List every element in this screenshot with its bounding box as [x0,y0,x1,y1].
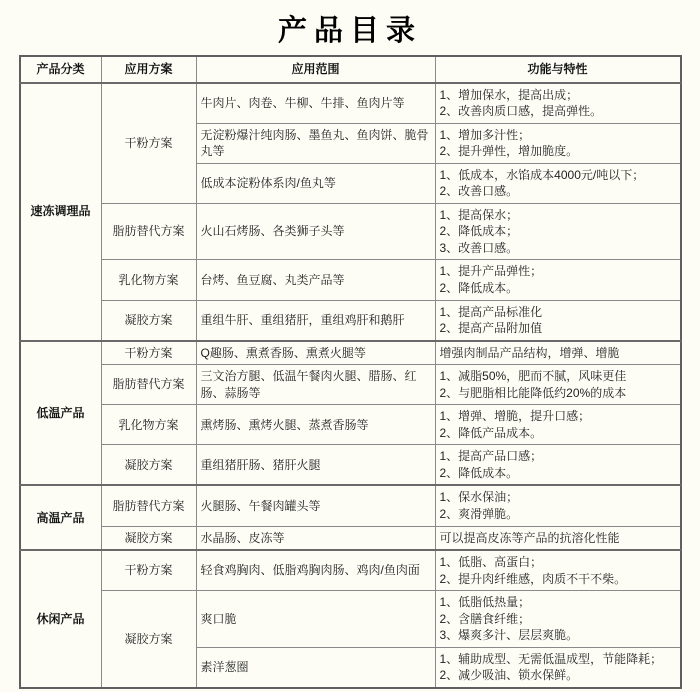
feature-line: 2、减少吸油、锁水保鲜。 [439,668,579,683]
header-plan: 应用方案 [101,56,196,83]
feature-line: 1、低脂低热量； [439,595,531,610]
feature-line: 2、提高产品附加值 [439,321,543,336]
header-scope: 应用范围 [196,56,435,83]
features-cell [435,83,681,124]
category-cell: 速冻调理品 [20,83,102,341]
feature-line: 2、降低产品成本。 [439,425,543,440]
plan-cell: 干粉方案 [101,550,196,591]
feature-line: 3、改善口感。 [439,240,519,255]
plan-cell: 凝胶方案 [101,445,196,486]
features-cell [435,550,681,591]
features-cell [435,203,681,260]
table-row [20,591,681,648]
table-row [20,365,681,405]
table-row [20,405,681,445]
features-cell [435,163,681,203]
table-row [20,550,681,591]
features-cell [435,405,681,445]
table-row [20,83,681,124]
feature-line: 2、与肥脂相比能降低约20%的成本 [439,385,627,400]
plan-cell: 凝胶方案 [101,526,196,550]
feature-line: 1、提高产品标准化 [439,304,543,319]
feature-line: 2、改善口感。 [439,184,519,199]
scope-cell: 低成本淀粉体系肉/鱼丸等 [196,163,435,203]
table-row [20,300,681,341]
feature-line: 2、提升肉纤维感，肉质不干不柴。 [439,571,627,586]
scope-cell: 牛肉片、肉卷、牛柳、牛排、鱼肉片等 [196,83,435,124]
feature-line: 1、增弹、增脆，提升口感； [439,409,591,424]
plan-cell: 凝胶方案 [101,591,196,688]
plan-cell: 干粉方案 [101,341,196,365]
feature-line: 2、改善肉质口感，提高弹性。 [439,104,603,119]
plan-cell: 乳化物方案 [101,405,196,445]
features-cell [435,341,681,365]
table-row [20,526,681,550]
feature-line: 2、降低成本。 [439,281,519,296]
feature-line: 增强肉制品产品结构，增弹、增脆 [439,345,620,360]
header-row [20,56,681,83]
scope-cell: 三文治方腿、低温午餐肉火腿、腊肠、红肠、蒜肠等 [196,365,435,405]
features-cell [435,365,681,405]
catalog-table-header [20,56,681,83]
table-row [20,260,681,300]
features-cell [435,260,681,300]
features-cell [435,647,681,688]
feature-line: 1、提升产品弹性； [439,264,543,279]
features-cell [435,526,681,550]
plan-cell: 脂肪替代方案 [101,365,196,405]
catalog-table-body [20,83,681,688]
feature-line: 3、爆爽多汁、层层爽脆。 [439,628,579,643]
feature-line: 1、低成本，水馅成本4000元/吨以下； [439,167,645,182]
scope-cell: 台烤、鱼豆腐、丸类产品等 [196,260,435,300]
scope-cell: 火腿肠、午餐肉罐头等 [196,485,435,526]
product-catalog-table [19,55,682,689]
table-row [20,445,681,486]
scope-cell: 熏烤肠、熏烤火腿、蒸煮香肠等 [196,405,435,445]
feature-line: 2、提升弹性，增加脆度。 [439,144,579,159]
plan-cell: 乳化物方案 [101,260,196,300]
category-cell: 高温产品 [20,485,102,550]
plan-cell: 凝胶方案 [101,300,196,341]
features-cell [435,485,681,526]
features-cell [435,591,681,648]
scope-cell: 重组猪肝肠、猪肝火腿 [196,445,435,486]
feature-line: 1、增加保水，提高出成； [439,87,579,102]
table-row [20,341,681,365]
scope-cell: 水晶肠、皮冻等 [196,526,435,550]
plan-cell: 干粉方案 [101,83,196,204]
plan-cell: 脂肪替代方案 [101,485,196,526]
feature-line: 2、降低成本。 [439,465,519,480]
scope-cell: 无淀粉爆汁纯肉肠、墨鱼丸、鱼肉饼、脆骨丸等 [196,123,435,163]
scope-cell: 轻食鸡胸肉、低脂鸡胸肉肠、鸡肉/鱼肉面 [196,550,435,591]
feature-line: 1、减脂50%，肥而不腻，风味更佳 [439,369,627,384]
scope-cell: 素洋葱圈 [196,647,435,688]
feature-line: 1、提高产品口感； [439,449,543,464]
feature-line: 1、保水保油； [439,490,519,505]
features-cell [435,445,681,486]
category-cell: 低温产品 [20,341,102,486]
features-cell [435,123,681,163]
feature-line: 2、含膳食纤维； [439,611,531,626]
feature-line: 1、低脂、高蛋白； [439,555,543,570]
feature-line: 1、提高保水； [439,207,519,222]
feature-line: 1、增加多汁性； [439,127,531,142]
table-row [20,203,681,260]
scope-cell: Q趣肠、熏煮香肠、熏煮火腿等 [196,341,435,365]
feature-line: 可以提高皮冻等产品的抗溶化性能 [439,530,620,545]
feature-line: 2、降低成本； [439,224,519,239]
category-cell: 休闲产品 [20,550,102,688]
table-row [20,485,681,526]
scope-cell: 重组牛肝、重组猪肝，重组鸡肝和鹅肝 [196,300,435,341]
header-features: 功能与特性 [435,56,681,83]
feature-line: 2、爽滑弹脆。 [439,507,519,522]
feature-line: 1、辅助成型、无需低温成型，节能降耗； [439,651,663,666]
scope-cell: 爽口脆 [196,591,435,648]
header-category: 产品分类 [20,56,102,83]
page-title: 产品目录 [277,15,422,47]
scope-cell: 火山石烤肠、各类狮子头等 [196,203,435,260]
plan-cell: 脂肪替代方案 [101,203,196,260]
features-cell [435,300,681,341]
